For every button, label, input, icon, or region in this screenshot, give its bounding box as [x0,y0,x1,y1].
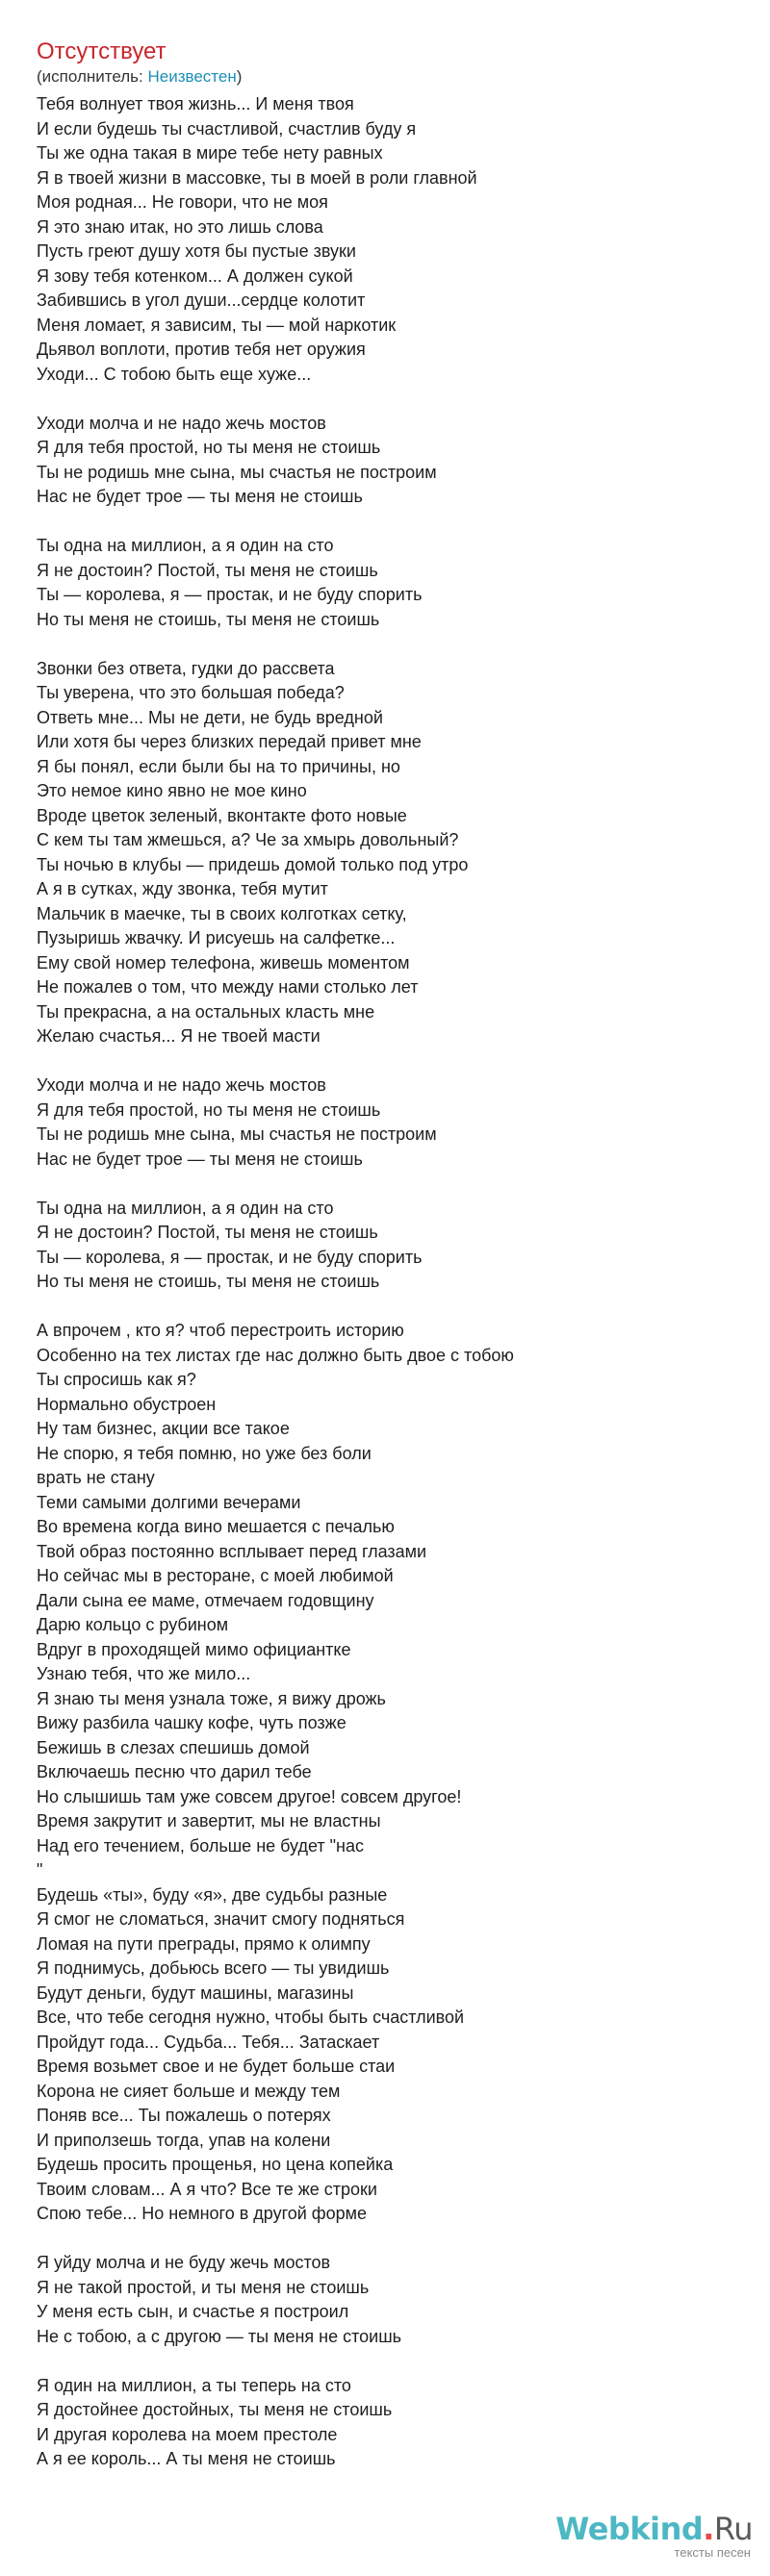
logo-dot: . [703,2511,714,2547]
lyric-line: Вроде цветок зеленый, вконтакте фото новые [37,805,407,825]
lyric-line: И другая королева на моем престоле [37,2424,338,2444]
lyric-line: Я для тебя простой, но ты меня не стоишь [37,438,381,457]
lyric-line: Пройдут года... Судьба... Тебя... Затаскает [37,2032,380,2052]
lyric-line: Не пожалев о том, что между нами столько лет [37,977,419,997]
logo-name: Webkind [555,2511,704,2547]
lyric-line: Ты не родишь мне сына, мы счастья не построим [37,1124,437,1144]
lyric-line: Не с тобою, а с другою — ты меня не стоишь [37,2326,402,2346]
lyric-line: Я не достоин? Постой, ты меня не стоишь [37,560,378,580]
lyric-line: Пусть греют душу хотя бы пустые звуки [37,241,356,261]
lyric-line: Нас не будет трое — ты меня не стоишь [37,487,363,506]
artist-byline [37,67,242,87]
lyric-line: Во времена когда вино мешается с печалью [37,1517,395,1536]
lyric-line: Я уйду молча и не буду жечь мостов [37,2253,331,2272]
lyric-line: А я в сутках, жду звонка, тебя мутит [37,879,328,898]
lyrics-stanza [37,1073,749,1172]
lyric-line: Уходи молча и не надо жечь мостов [37,1075,326,1095]
lyric-line: Будешь «ты», буду «я», две судьбы разные [37,1884,388,1905]
lyric-line: И приползешь тогда, упав на колени [37,2130,331,2150]
lyric-line: Нас не будет трое — ты меня не стоишь [37,1149,363,1169]
lyric-line: Узнаю тебя, что же мило... [37,1664,251,1683]
lyric-line: Корона не сияет больше и между тем [37,2081,341,2101]
lyric-line: Ты не родишь мне сына, мы счастья не построим [37,462,437,482]
lyric-line: Ты прекрасна, а на остальных класть мне [37,1001,375,1022]
lyric-line: Время возьмет свое и не будет больше стаи [37,2057,396,2076]
lyric-line: Теми самыми долгими вечерами [37,1492,301,1512]
lyrics-text [37,92,749,2496]
lyric-line: Дали сына ее маме, отмечаем годовщину [37,1590,374,1610]
lyric-line: Забившись в угол души...сердце колотит [37,290,366,310]
lyric-line: Ты одна на миллион, а я один на сто [37,1198,334,1218]
lyric-line: Моя родная... Не говори, что не моя [37,192,328,212]
lyric-line: Уходи... С тобою быть еще хуже... [37,364,312,384]
lyric-line: Я смог не сломаться, значит смогу подняться [37,1909,405,1929]
lyric-line: Это немое кино явно не мое кино [37,781,307,800]
byline-suffix: ) [236,67,243,86]
lyric-line: Ну там бизнес, акции все такое [37,1419,290,1438]
lyric-line: У меня есть сын, и счастье я построил [37,2302,349,2321]
lyric-line: Включаешь песню что дарил тебе [37,1762,312,1781]
lyrics-stanza [37,657,749,1049]
lyric-line: Я зову тебя котенком... А должен сукой [37,265,353,286]
lyric-line: Ему свой номер телефона, живешь моментом [37,952,410,972]
lyric-line: Но сейчас мы в ресторане, с моей любимой [37,1566,394,1585]
lyric-line: Твой образ постоянно всплывает перед глазами [37,1541,427,1561]
lyrics-stanza [37,1197,749,1295]
lyric-line: Я это знаю итак, но это лишь слова [37,216,323,237]
lyric-line: Ты спросишь как я? [37,1370,196,1389]
lyric-line: Будут деньги, будут машины, магазины [37,1983,354,2003]
lyric-line: Но ты меня не стоишь, ты меня не стоишь [37,609,380,629]
lyric-line: " [37,1860,43,1880]
lyric-line: Поняв все... Ты пожалешь о потерях [37,2106,331,2125]
lyric-line: Ты же одна такая в мире тебе нету равных [37,143,383,163]
lyric-line: Я не достоин? Постой, ты меня не стоишь [37,1223,378,1242]
lyric-line: Я знаю ты меня узнала тоже, я вижу дрожь [37,1688,386,1708]
logo-tagline: тексты песен [674,2545,751,2560]
lyric-line: Но ты меня не стоишь, ты меня не стоишь [37,1272,380,1291]
lyric-line: Вижу разбила чашку кофе, чуть позже [37,1713,346,1732]
lyric-line: Вдруг в проходящей мимо официантке [37,1639,351,1659]
logo-tld: Ru [713,2511,753,2547]
lyric-line: С кем ты там жмешься, а? Че за хмырь довольный? [37,830,459,849]
lyric-line: Я бы понял, если были бы на то причины, но [37,756,400,776]
lyric-line: Над его течением, больше не будет "нас [37,1835,364,1856]
lyric-line: Ломая на пути преграды, прямо к олимпу [37,1933,371,1954]
lyric-line: Уходи молча и не надо жечь мостов [37,413,326,433]
lyric-line: А впрочем , кто я? чтоб перестроить историю [37,1321,404,1340]
lyric-line: Пузыришь жвачку. И рисуешь на салфетке... [37,928,396,947]
logo-wordmark [555,2511,753,2547]
lyric-line: Тебя волнует твоя жизнь... И меня твоя [37,94,354,114]
lyric-line: А я ее король... А ты меня не стоишь [37,2449,336,2468]
artist-link[interactable]: Неизвестен [147,67,237,86]
lyric-line: врать не стану [37,1468,155,1487]
site-logo[interactable] [555,2511,753,2564]
page-title: Отсутствует [37,38,167,64]
lyric-line: Мальчик в маечке, ты в своих колготках сетку, [37,903,407,923]
lyric-line: Я для тебя простой, но ты меня не стоишь [37,1099,381,1120]
lyric-line: Но слышишь там уже совсем другое! совсем другое! [37,1786,462,1806]
lyric-line: Ты — королева, я — простак, и не буду спорить [37,585,423,604]
lyrics-stanza [37,1319,749,2227]
lyric-line: Я один на миллион, а ты теперь на сто [37,2375,351,2395]
lyric-line: Ты одна на миллион, а я один на сто [37,536,334,555]
lyric-line: И если будешь ты счастливой, счастлив буду я [37,118,417,139]
lyric-line: Твоим словам... А я что? Все те же строки [37,2179,377,2199]
lyric-line: Не спорю, я тебя помню, но уже без боли [37,1443,372,1463]
lyric-line: Желаю счастья... Я не твоей масти [37,1026,321,1046]
lyric-line: Я в твоей жизни в массовке, ты в моей в роли главной [37,167,477,188]
byline-prefix: (исполнитель: [37,67,148,86]
lyric-line: Ты ночью в клубы — придешь домой только под утро [37,854,469,874]
lyric-line: Будешь просить прощенья, но цена копейка [37,2155,394,2174]
lyric-line: Звонки без ответа, гудки до рассвета [37,658,335,678]
lyric-line: Я поднимусь, добьюсь всего — ты увидишь [37,1958,390,1978]
lyric-line: Я не такой простой, и ты меня не стоишь [37,2277,370,2297]
lyric-line: Ты — королева, я — простак, и не буду спорить [37,1247,423,1267]
lyric-line: Меня ломает, я зависим, ты — мой наркотик [37,315,397,335]
lyric-line: Бежишь в слезах спешишь домой [37,1737,310,1757]
lyrics-stanza [37,2251,749,2349]
lyrics-stanza [37,92,749,387]
lyrics-stanza [37,412,749,510]
lyric-line: Дарю кольцо с рубином [37,1615,229,1634]
lyric-line: Или хотя бы через близких передай привет мне [37,732,422,751]
lyrics-stanza [37,534,749,632]
lyric-line: Все, что тебе сегодня нужно, чтобы быть счастливой [37,2008,465,2027]
lyric-line: Дьявол воплоти, против тебя нет оружия [37,340,366,359]
lyric-line: Ответь мне... Мы не дети, не будь вредной [37,707,383,727]
lyric-line: Время закрутит и завертит, мы не властны [37,1811,381,1831]
lyric-line: Я достойнее достойных, ты меня не стоишь [37,2400,393,2419]
lyric-line: Нормально обустроен [37,1394,217,1414]
lyrics-stanza [37,2374,749,2472]
lyric-line: Спою тебе... Но немного в другой форме [37,2204,368,2223]
lyric-line: Ты уверена, что это большая победа? [37,683,345,702]
lyric-line: Особенно на тех листах где нас должно быть двое с тобою [37,1345,514,1365]
